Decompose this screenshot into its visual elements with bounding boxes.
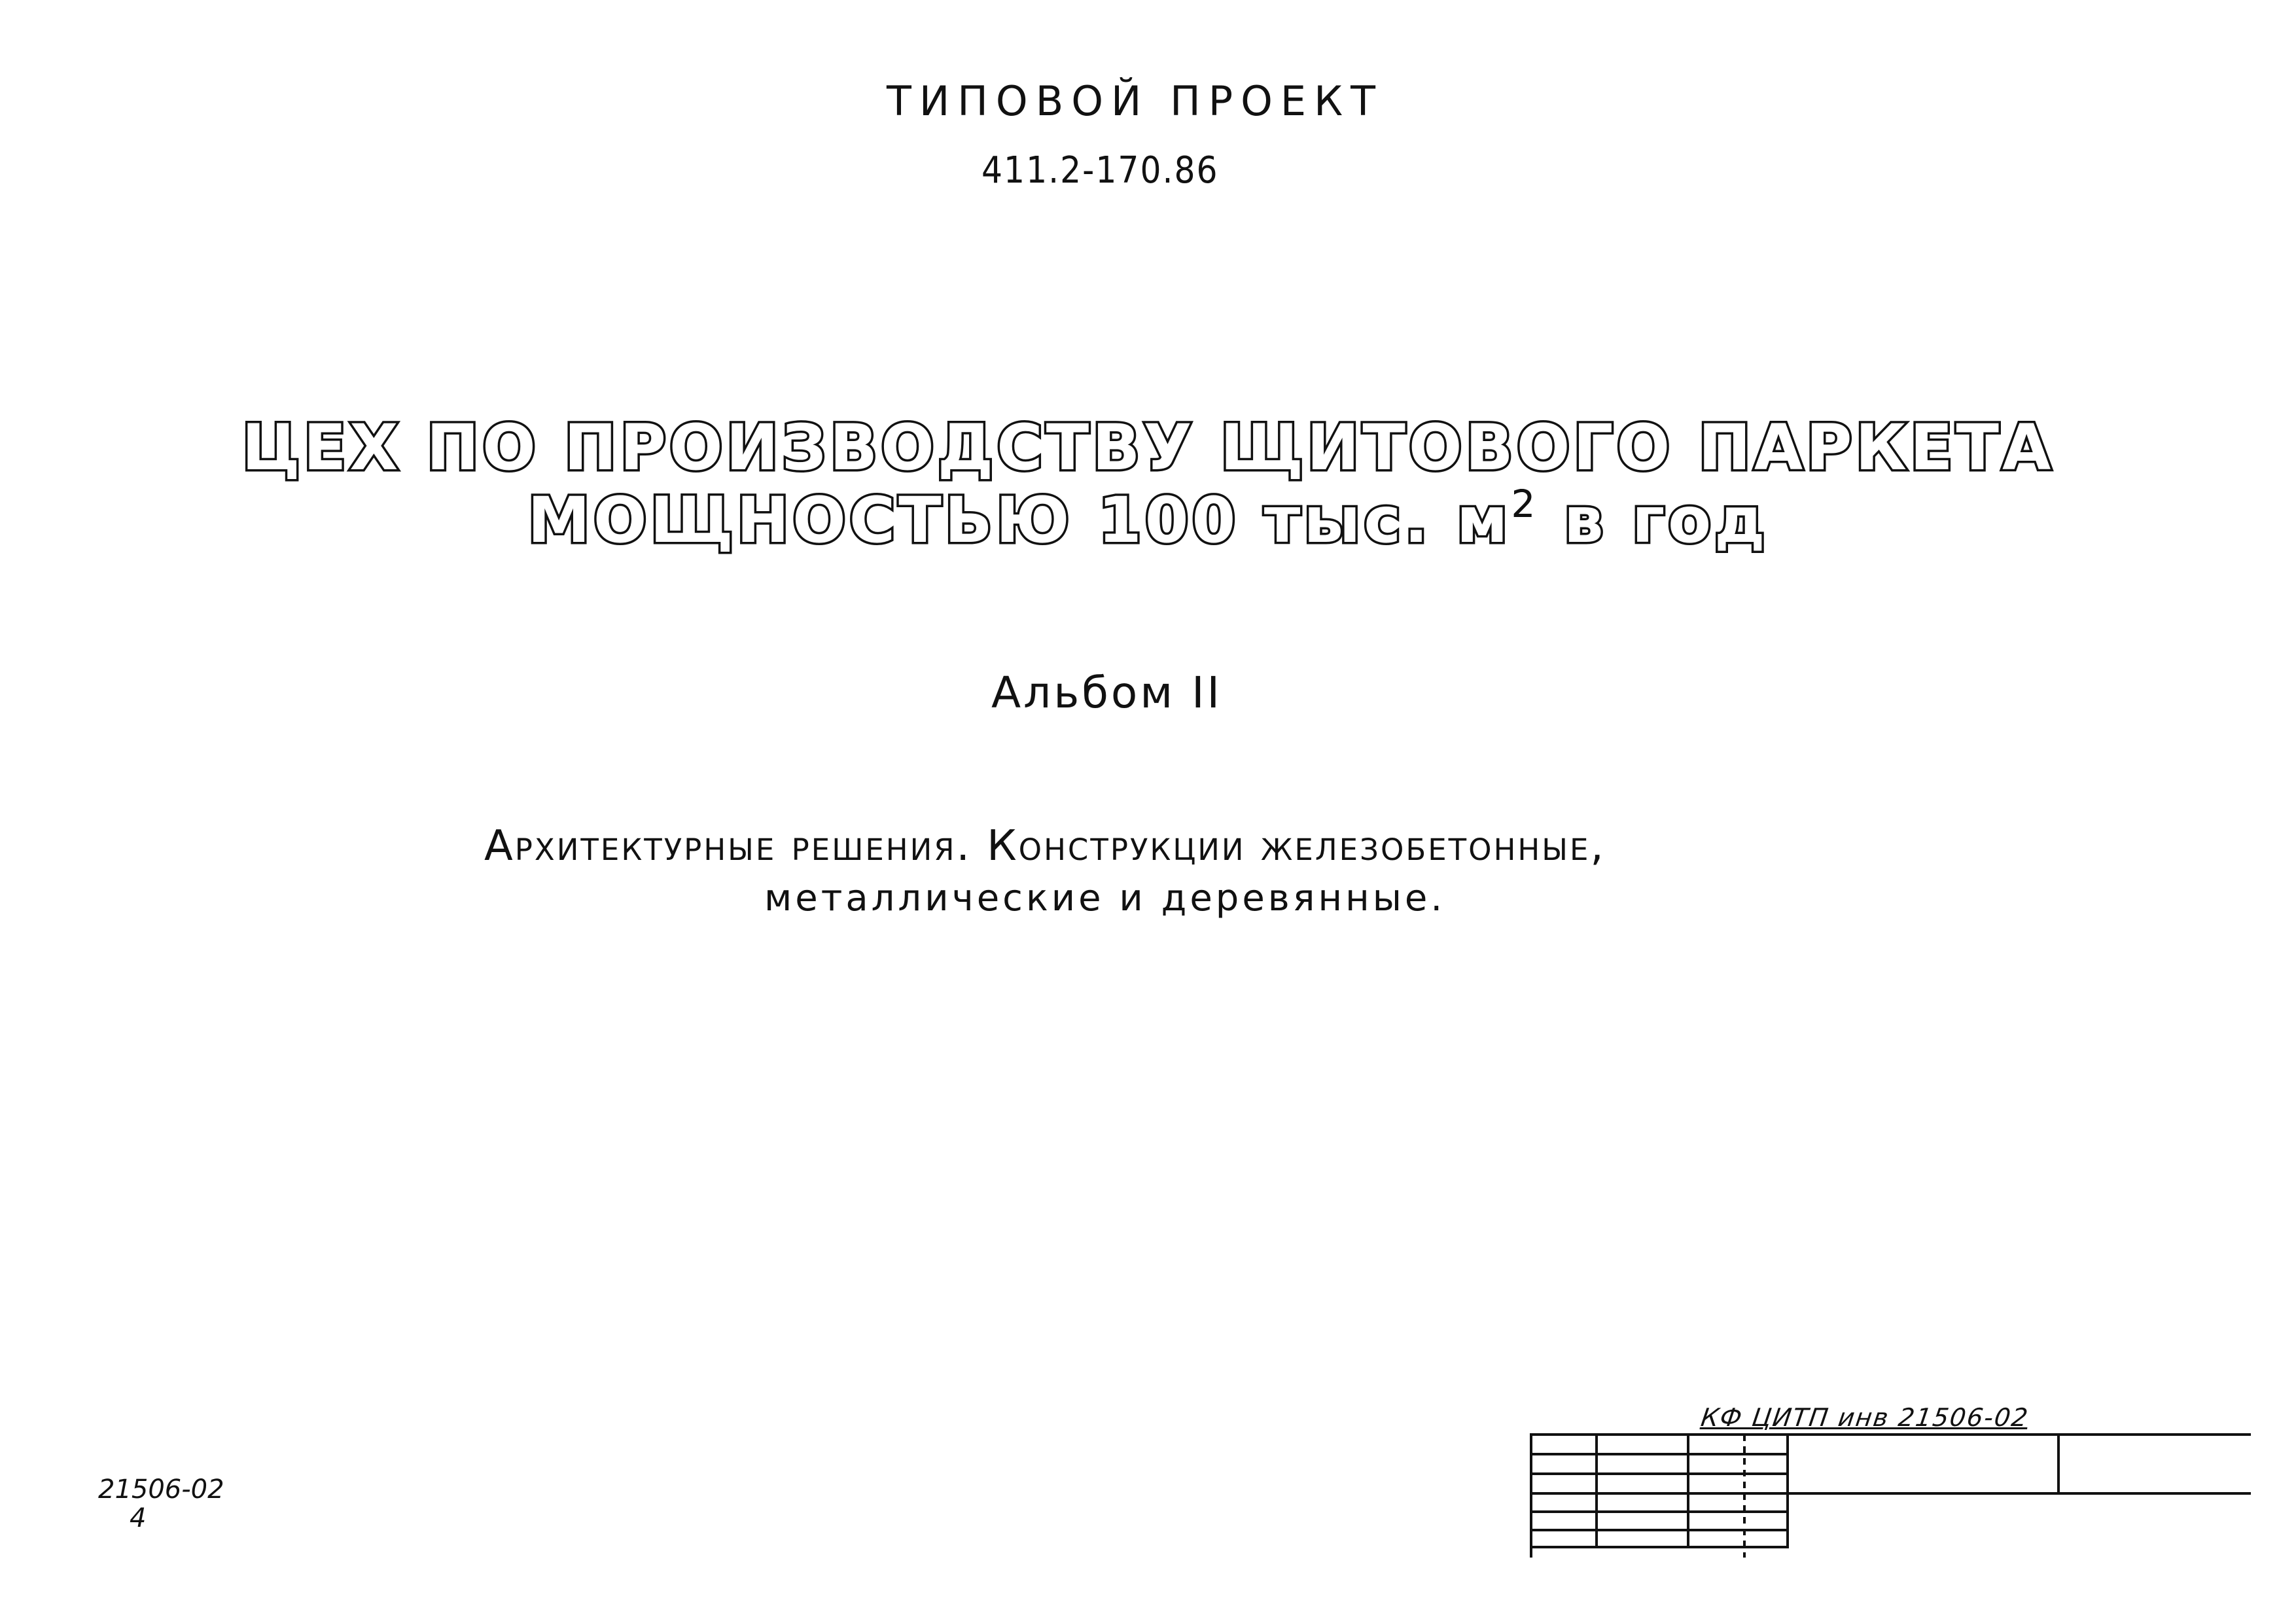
title-line-2-main: МОЩНОСТЬЮ 100 тыс. м <box>527 484 1511 557</box>
title-superscript: 2 <box>1511 482 1539 526</box>
inventory-sheet: 4 <box>130 1503 147 1533</box>
inventory-stamp-text: КФ ЦИТП инв 21506-02 <box>1699 1403 2031 1432</box>
subject-line-2: металлические и деревянные. <box>764 877 1446 919</box>
title-line-1: ЦЕХ ПО ПРОИЗВОДСТВУ ЩИТОВОГО ПАРКЕТА <box>241 411 2055 484</box>
album-label: Альбом II <box>991 668 1223 718</box>
inventory-number: 21506-02 <box>98 1474 224 1505</box>
subject-line-1: Архитектурные решения. Конструкции железобетонные, <box>484 822 1606 870</box>
project-kind-label: ТИПОВОЙ ПРОЕКТ <box>887 77 1383 125</box>
title-line-2-end: в год <box>1538 484 1769 557</box>
project-code: 411.2-170.86 <box>981 149 1219 192</box>
